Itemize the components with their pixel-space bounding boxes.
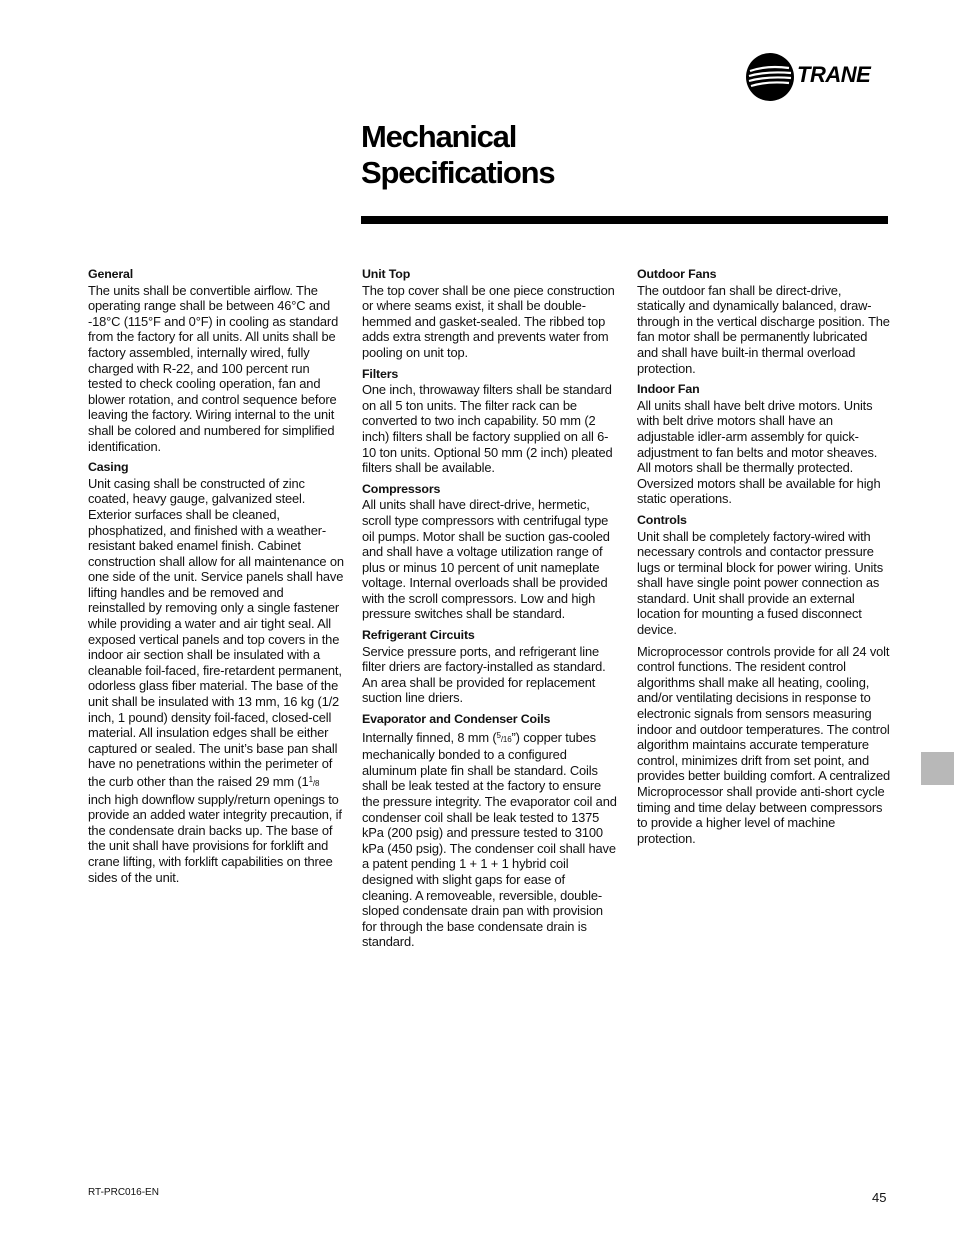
page-title-line1: Mechanical (361, 119, 517, 154)
indoor-fan-text: All units shall have belt drive motors. Units with belt drive motors shall have an adjustable idler-arm assembly for quick-adjustment to fan belts and motor sheaves. All motors shall be thermally protected. Oversized motors shall be available for high static operations. (637, 397, 881, 507)
section-controls (637, 513, 891, 846)
page-number: 45 (872, 1190, 887, 1205)
unit-top-heading: Unit Top (362, 267, 411, 281)
general-heading: General (88, 267, 134, 281)
controls-text-1: Unit shall be completely factory-wired with necessary controls and contactor pressure lugs or terminal block for power wiring. Units shall have single point power connection as standard. Unit shall provide an external location for mounting a fused disconnect device. (637, 528, 883, 638)
compressors-heading: Compressors (362, 481, 441, 496)
coils-fraction-numerator: 5 (496, 730, 501, 740)
coils-text-part2: ”) copper tubes mechanically bonded to a configured aluminum plate fin shall be standard. Coils shall be leak tested at the factory to ensure the pressure integrity. The evaporator coil and condenser coil shall be leak tested to 1375 kPa (200 psig) and pressure tested to 3100 kPa (450 psig). The condenser coil shall have a patent pending 1 + 1 + 1 hybrid coil designed with slight gaps for ease of cleaning. A removeable, reversible, double-sloped condensate drain pan with provision for through the base condensate drain is standard. (362, 729, 617, 950)
outdoor-fans-text: The outdoor fan shall be direct-drive, statically and dynamically balanced, draw-through in the vertical discharge position. The fan motor shall be permanently lubricated and shall have built-in thermal overload protection. (637, 282, 890, 376)
casing-fraction-denominator: 8 (314, 779, 320, 788)
casing-text: Unit casing shall be constructed of zinc coated, heavy gauge, galvanized steel. Exterior surfaces shall be cleaned, phosphatized, and finished with a weather-resistant baked enamel finish. Cabinet construction shall allow for all maintenance on one side of the unit. Service panels shall have lifting handles and be removed and reinstalled by removing only a single fastener while providing a water and air tight seal. All exposed vertical panels and top covers in the indoor air section shall be insulated with a cleanable foil-faced, fire-retardent permanent, odorless glass fiber material. The base of the unit shall be insulated with 13 mm, 16 kg (1/2 inch, 1 pound) density foil-faced, closed-cell material. All insulation edges shall be either captured or sealed. The unit’s base pan shall have no penetrations within the perimeter of the curb other than the raised 29 mm ($1^1/8$ inch high downflow supply/return openings to provide an added water integrity precaution, if the condensate drain backs up. The base of the unit shall have provisions for forklift and crane lifting, with forklift capabilities on three sides of the unit. (88, 475, 344, 885)
controls-heading: Controls (637, 512, 687, 527)
column-left (88, 267, 344, 889)
trane-emblem-icon (745, 52, 795, 102)
section-refrigerant-circuits (362, 628, 618, 706)
casing-text-part2: inch high downflow supply/return openings to provide an added water integrity precaution, if the condensate drain backs up. The base of the unit shall have provisions for forklift and crane lifting, with forklift capabilities on three sides of the unit. (88, 791, 342, 885)
compressors-text: All units shall have direct-drive, hermetic, scroll type compressors with centrifugal type oil pumps. Motor shall be suction gas-cooled and shall have a voltage utilization range of plus or minus 10 percent of unit nameplate voltage. Internal overloads shall be provided with the scroll compressors. Low and high pressure switches shall be standard. (362, 497, 610, 622)
casing-text-part1: Unit casing shall be constructed of zinc coated, heavy gauge, galvanized steel. Exterior surfaces shall be cleaned, phosphatized, and finished with a weather-resistant baked enamel finish. Cabinet construction shall allow for all maintenance on one side of the unit. Service panels shall have lifting handles and be removed and reinstalled by removing only a single fastener while providing a water and air tight seal. All exposed vertical panels and top covers in the indoor air section shall be insulated with a cleanable foil-faced, fire-retardent permanent, odorless glass fiber material. The base of the unit shall be insulated with 13 mm, 16 kg (1/2 inch, 1 pound) density foil-faced, closed-cell material. All insulation edges shall be either captured or sealed. The unit’s base pan shall have no penetrations within the perimeter of the curb other than the raised 29 mm (1 (88, 475, 344, 789)
coils-text-part1: Internally finned, 8 mm ( (362, 729, 497, 745)
section-coils (362, 712, 618, 950)
section-indoor-fan (637, 382, 891, 507)
column-middle (362, 267, 618, 954)
column-right (637, 267, 891, 850)
section-compressors (362, 482, 618, 622)
trane-logo (745, 52, 890, 102)
casing-heading: Casing (88, 460, 129, 475)
section-casing (88, 460, 344, 885)
document-code: RT-PRC016-EN (88, 1187, 159, 1198)
page-title-line2: Specifications (361, 155, 555, 190)
controls-text-2: Microprocessor controls provide for all 24 volt control functions. The resident control algorithms shall make all heating, cooling, and/or ventilating decisions in response to electronic signals from sensors measuring indoor and outdoor temperatures. The control algorithm maintains accurate temperature control, minimizes drift from set point, and provides better building comfort. A centralized Microprocessor shall provide anti-short cycle timing and time delay between compressors to provide a higher level of machine protection. (637, 643, 891, 846)
indoor-fan-heading: Indoor Fan (637, 382, 700, 397)
page-title (361, 119, 554, 191)
coils-fraction-denominator: 16 (502, 734, 512, 744)
coils-text: Internally finned, 8 mm ($^5$/16”) copper tubes mechanically bonded to a configured aluminum plate fin shall be standard. Coils shall be leak tested at the factory to ensure the pressure integrity. The evaporator coil and condenser coil shall be leak tested to 1375 kPa (200 psig) and pressure tested to 3100 kPa (450 psig). The condenser coil shall have a patent pending 1 + 1 + 1 hybrid coil designed with slight gaps for ease of cleaning. A removeable, reversible, double-sloped condensate drain pan with provision for through the base condensate drain is standard. (362, 729, 617, 950)
filters-heading: Filters (362, 366, 399, 381)
unit-top-text: The top cover shall be one piece construction or where seams exist, it shall be double-hemmed and gasket-sealed. The ribbed top adds extra strength and prevents water from pooling on unit top. (362, 282, 615, 360)
filters-text: One inch, throwaway filters shall be standard on all 5 ton units. The filter rack can be converted to two inch capability. 50 mm (2 inch) filters shall be factory supplied on all 6-10 ton units. Optional 50 mm (2 inch) pleated filters shall be available. (362, 382, 613, 476)
title-rule (361, 216, 888, 224)
coils-heading: Evaporator and Condenser Coils (362, 712, 551, 727)
general-text: The units shall be convertible airflow. The operating range shall be between 46°C and -18°C (115°F and 0°F) in cooling as standard from the factory for all units. All units shall be factory assembled, internally wired, fully charged with R-22, and 100 percent run tested to check cooling operation, fan and blower rotation, and control sequence before leaving the factory. Wiring internal to the unit shall be colored and numbered for simplified identification. (88, 282, 339, 454)
section-unit-top (362, 267, 618, 361)
section-general (88, 267, 344, 454)
refrigerant-heading: Refrigerant Circuits (362, 628, 475, 643)
section-outdoor-fans (637, 267, 891, 376)
side-section-tab (921, 752, 954, 785)
outdoor-fans-heading: Outdoor Fans (637, 267, 717, 281)
casing-fraction-numerator: 1 (308, 775, 313, 784)
brand-name: TRANE (797, 62, 871, 87)
section-filters (362, 367, 618, 476)
refrigerant-text: Service pressure ports, and refrigerant line filter driers are factory-installed as standard. An area shall be provided for replacement suction line driers. (362, 643, 606, 706)
